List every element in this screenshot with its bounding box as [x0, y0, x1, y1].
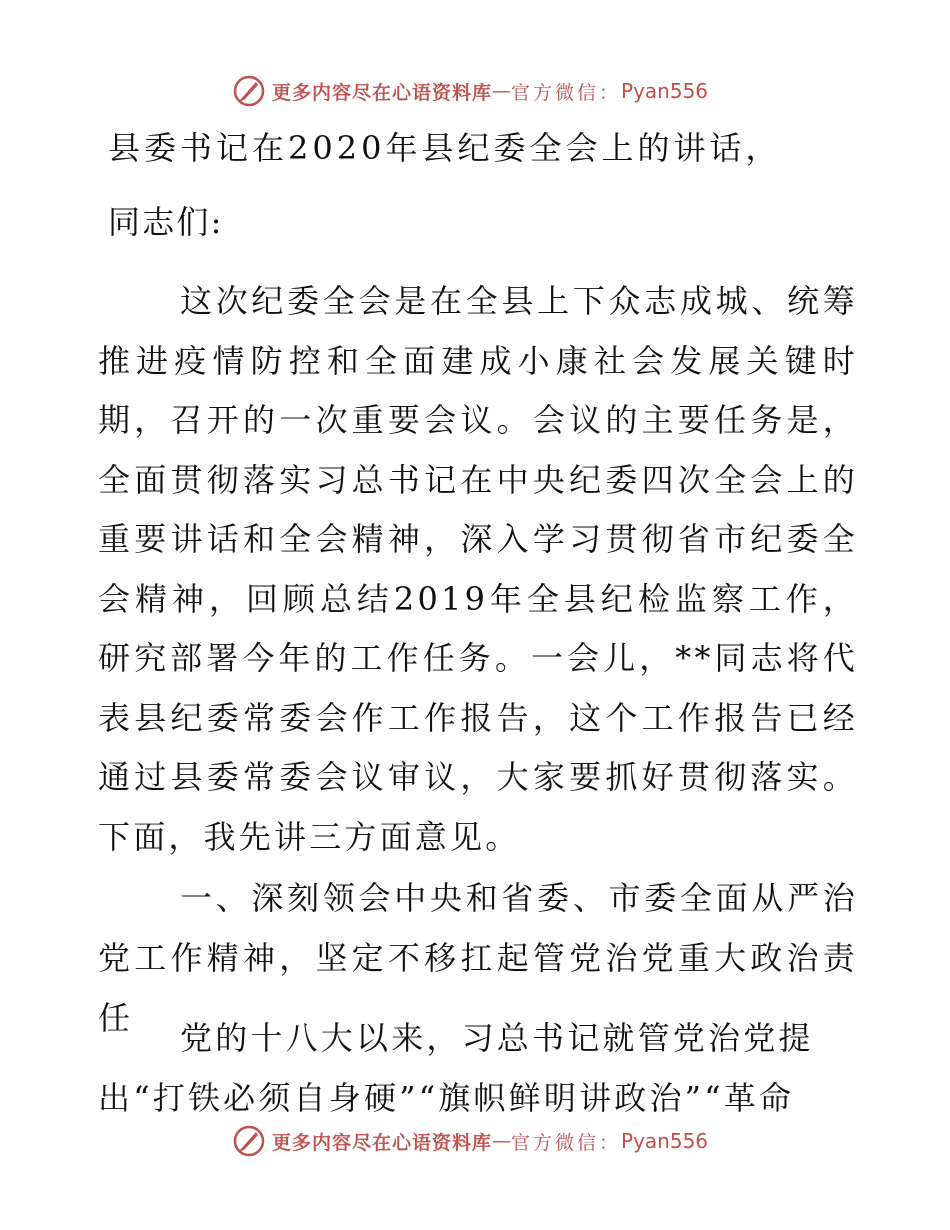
watermark-sub-text: 官方微信：	[511, 1131, 622, 1154]
paragraph-line: 党的十八大以来，习总书记就管党治党提	[180, 1019, 814, 1057]
watermark-wechat-id: Pyan556	[621, 1129, 709, 1153]
salutation: 同志们:	[108, 203, 224, 241]
watermark-footer	[232, 1122, 708, 1160]
feather-pen-logo-icon	[232, 1124, 266, 1158]
paragraph-line: 出“打铁必须自身硬”“旗帜鲜明讲政治”“革命	[98, 1079, 795, 1117]
watermark-main-text: 更多内容尽在心语资料库	[272, 81, 493, 104]
watermark-separator: —	[492, 80, 512, 102]
paragraph-intro: 这次纪委全会是在全县上下众志成城、统筹推进疫情防控和全面建成小康社会发展关键时期，召开的一次重要会议。会议的主要任务是，全面贯彻落实习总书记在中央纪委四次全会上的重要讲话和全会精神，深入学习贯彻省市纪委全会精神，回顾总结2019年全县纪检监察工作，研究部署今年的工作任务。一会儿，**同志将代表县纪委常委会作工作报告，这个工作报告已经通过县委常委会议审议，大家要抓好贯彻落实。下面，我先讲三方面意见。	[98, 282, 858, 856]
paragraph-section-1	[98, 1008, 858, 1128]
document-title: 县委书记在2020年县纪委全会上的讲话，	[108, 129, 782, 167]
watermark-separator: —	[492, 1130, 512, 1152]
watermark-main-text: 更多内容尽在心语资料库	[272, 1131, 493, 1154]
watermark-sub-text: 官方微信：	[511, 81, 622, 104]
feather-pen-logo-icon	[232, 74, 266, 108]
section-heading-1: 一、深刻领会中央和省委、市委全面从严治党工作精神，坚定不移扛起管党治党重大政治责任	[98, 879, 858, 1037]
watermark-header	[232, 72, 708, 110]
watermark-wechat-id: Pyan556	[621, 79, 709, 103]
